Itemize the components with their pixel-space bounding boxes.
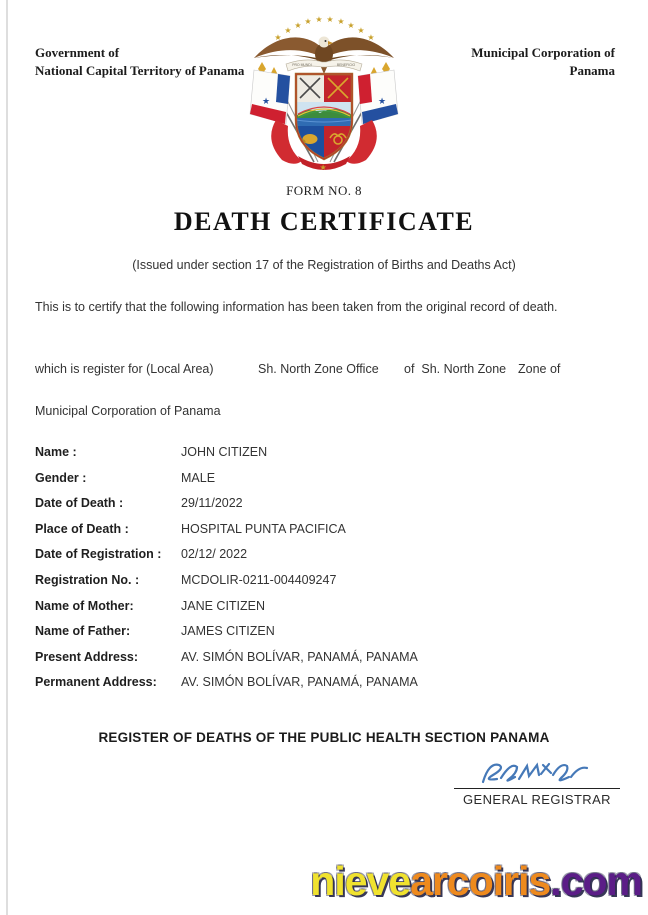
field-label: Date of Death :: [35, 496, 124, 511]
issuer-left-line1: Government of: [35, 45, 120, 60]
svg-text:★: ★: [378, 97, 387, 107]
motto-right: BENEFICIO: [336, 63, 356, 67]
watermark-part2: arcoiris: [410, 858, 551, 904]
field-label: Permanent Address:: [35, 675, 157, 690]
field-row: [35, 466, 618, 492]
issuer-right: [405, 44, 615, 79]
signature-block: [454, 758, 620, 807]
svg-text:★: ★: [367, 33, 375, 42]
field-row: [35, 619, 618, 645]
field-row: [35, 542, 618, 568]
svg-text:★: ★: [262, 97, 271, 107]
svg-text:★: ★: [357, 26, 365, 35]
field-value: 02/12/ 2022: [181, 547, 248, 562]
field-row: [35, 670, 618, 696]
left-flag: [250, 70, 290, 124]
svg-text:★: ★: [319, 163, 327, 172]
issuer-right-line2: Panama: [569, 62, 615, 78]
shield: [296, 74, 352, 172]
field-value: JAMES CITIZEN: [181, 624, 275, 639]
field-row: [35, 594, 618, 620]
field-label: Date of Registration :: [35, 547, 162, 562]
field-label: Present Address:: [35, 649, 139, 664]
field-value: AV. SIMÓN BOLÍVAR, PANAMÁ, PANAMA: [181, 675, 418, 690]
issuer-left-line2: National Capital Territory of Panama: [35, 62, 245, 78]
svg-text:★: ★: [284, 26, 292, 35]
svg-text:★: ★: [304, 17, 312, 26]
field-row: [35, 568, 618, 594]
register-line-suffix: Zone of: [518, 362, 561, 376]
field-value: AV. SIMÓN BOLÍVAR, PANAMÁ, PANAMA: [181, 649, 418, 664]
field-row: [35, 440, 618, 466]
register-line-2: Municipal Corporation of Panama: [35, 404, 221, 418]
field-value: HOSPITAL PUNTA PACIFICA: [181, 521, 346, 536]
svg-text:★: ★: [274, 33, 282, 42]
form-number: FORM NO. 8: [286, 183, 362, 198]
issuer-right-line1: Municipal Corporation of: [471, 45, 615, 60]
fields-table: [35, 440, 618, 696]
field-label: Name of Father:: [35, 624, 131, 639]
field-row: [35, 491, 618, 517]
field-value: JANE CITIZEN: [181, 598, 266, 613]
right-flag: [358, 70, 398, 124]
svg-text:★: ★: [326, 15, 334, 24]
registrar-title: GENERAL REGISTRAR: [454, 788, 620, 807]
field-label: Registration No. :: [35, 572, 140, 587]
field-value: MALE: [181, 470, 216, 485]
svg-text:★: ★: [294, 21, 302, 30]
svg-text:★: ★: [337, 17, 345, 26]
watermark-part1: nieve: [310, 858, 411, 904]
motto-left: PRO MUNDI: [292, 63, 312, 67]
svg-text:★: ★: [315, 15, 323, 24]
field-label: Name :: [35, 445, 77, 459]
register-zone-office: Sh. North Zone Office: [258, 362, 379, 376]
eagle: [254, 37, 394, 75]
registrar-signature: [477, 758, 597, 790]
document-title: DEATH CERTIFICATE: [173, 207, 475, 236]
field-label: Gender :: [35, 470, 87, 485]
field-row: [35, 517, 618, 543]
document-subtitle: (Issued under section 17 of the Registration of Births and Deaths Act): [132, 258, 516, 272]
field-value: 29/11/2022: [181, 496, 243, 511]
issuer-left: [35, 44, 265, 79]
scan-left-edge: [6, 0, 8, 915]
field-label: Name of Mother:: [35, 598, 134, 613]
site-watermark: [310, 858, 642, 905]
field-value: MCDOLIR-0211-004409247: [181, 572, 337, 587]
field-label: Place of Death :: [35, 521, 129, 536]
svg-text:★: ★: [347, 21, 355, 30]
register-heading: REGISTER OF DEATHS OF THE PUBLIC HEALTH SECTION PANAMA: [98, 730, 550, 745]
panama-coat-of-arms-icon: [248, 12, 400, 174]
certify-statement: This is to certify that the following information has been taken from the original record of death.: [35, 300, 558, 314]
field-value: JOHN CITIZEN: [181, 445, 268, 459]
watermark-part3: .com: [550, 858, 642, 904]
register-line-prefix: which is register for (Local Area): [35, 362, 214, 376]
register-of-zone: of Sh. North Zone: [404, 362, 507, 376]
field-row: [35, 645, 618, 671]
